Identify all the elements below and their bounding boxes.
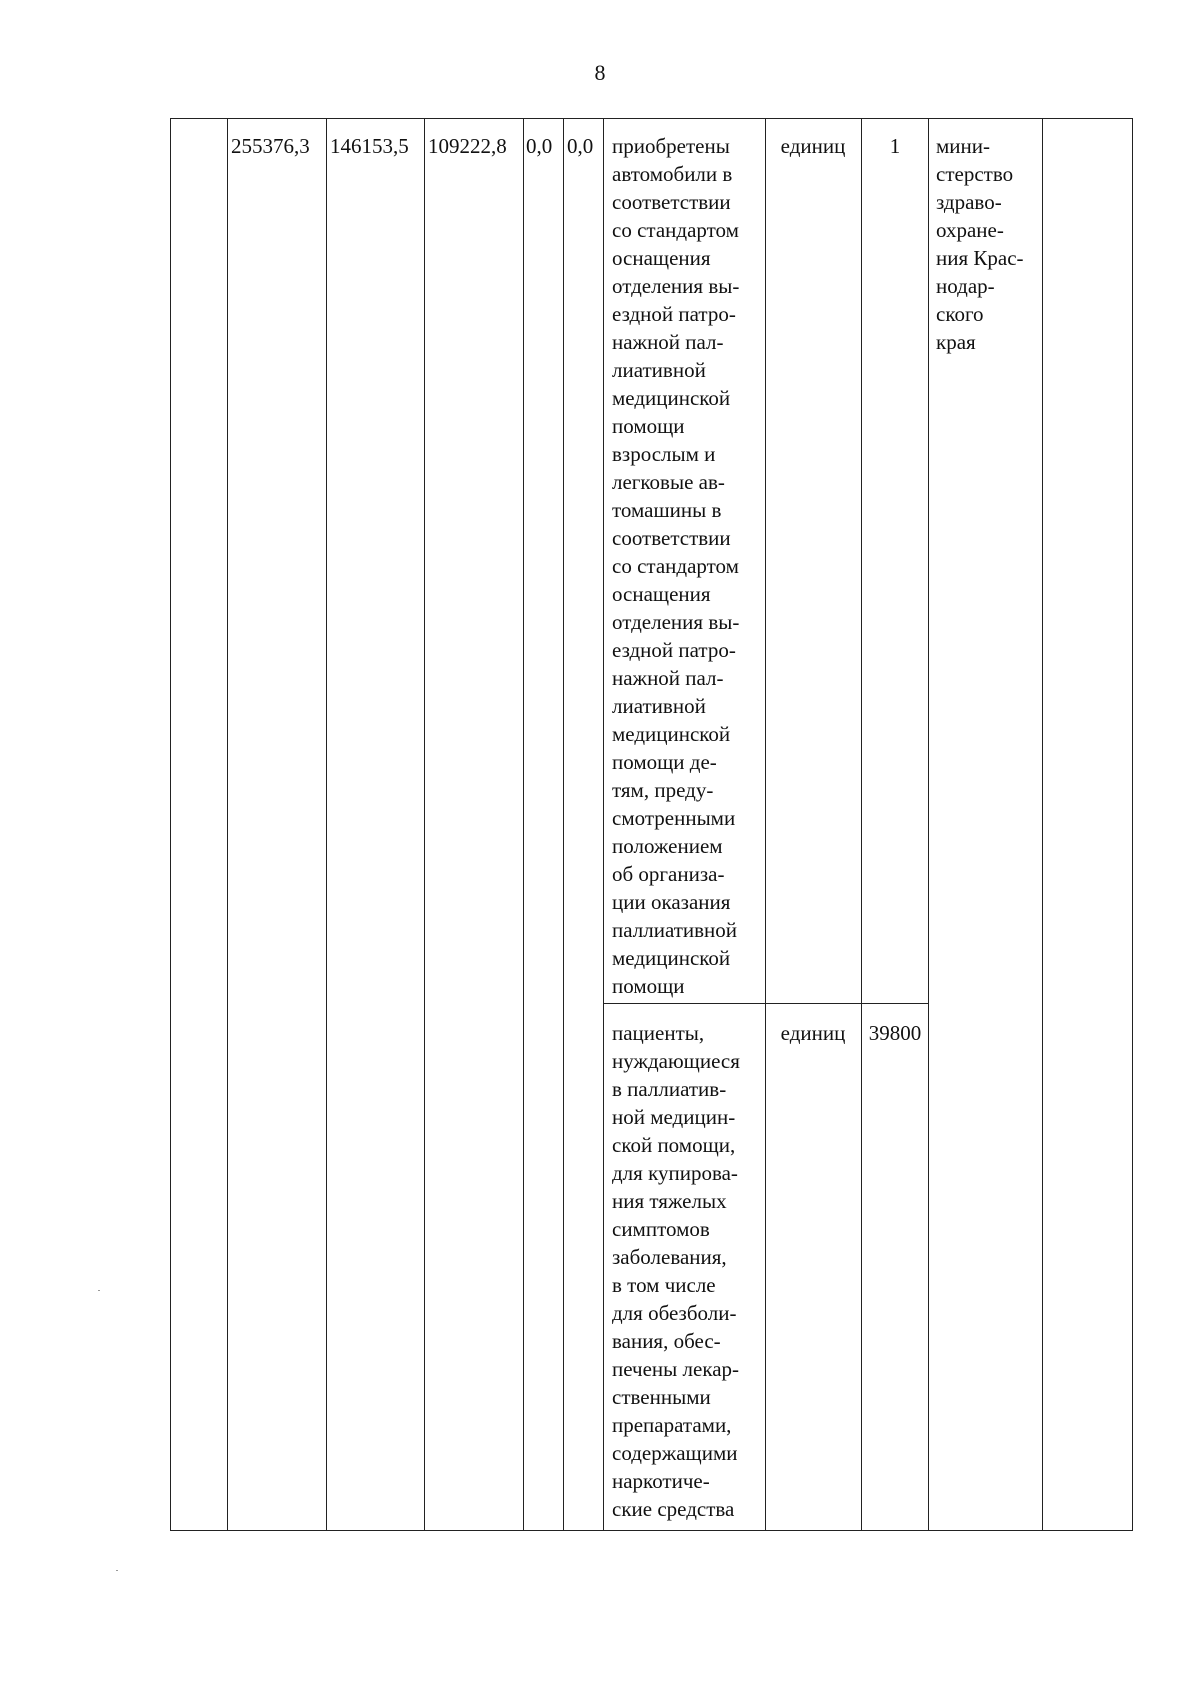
value-other: 0,0 bbox=[567, 134, 594, 158]
column-divider bbox=[928, 118, 929, 1531]
column-divider bbox=[424, 118, 425, 1531]
row-divider bbox=[603, 1003, 928, 1004]
indicator-2-text: пациенты, нуждающиеся в паллиатив- ной медицин- ской помощи, для купирова- ния тяжелых симптомов заболевания, в том числе для обезболи- вания, обес- печены лекар- ственными препаратами, содержащими наркотиче- ские средства bbox=[612, 1021, 740, 1521]
value-regional: 109222,8 bbox=[428, 134, 507, 158]
indicator-1-value: 1 bbox=[889, 134, 901, 158]
indicator-2-value: 39800 bbox=[868, 1021, 922, 1045]
value-total: 255376,3 bbox=[231, 134, 310, 158]
value-local: 0,0 bbox=[526, 134, 553, 158]
indicator-2-unit: единиц bbox=[780, 1021, 846, 1045]
executor-text: мини- стерство здраво- охране- ния Крас- нодар- ского края bbox=[936, 134, 1024, 354]
column-divider bbox=[1042, 118, 1043, 1531]
indicator-1-text: приобретены автомобили в соответствии со стандартом оснащения отделения вы- ездной патро- нажной пал- лиативной медицинской помощи взрослым и легковые ав- томашины в соответствии со стандартом оснащения отделения вы- ездной патро- нажной пал- лиативной медицинской помощи де- тям, преду- смотренными положением об организа- ции оказания паллиативной медицинской помощи bbox=[612, 134, 740, 998]
column-divider bbox=[563, 118, 564, 1531]
value-federal: 146153,5 bbox=[330, 134, 409, 158]
column-divider bbox=[861, 118, 862, 1531]
scan-speck bbox=[98, 1290, 100, 1291]
indicator-1-unit: единиц bbox=[780, 134, 846, 158]
scan-speck bbox=[116, 1570, 118, 1571]
page-number: 8 bbox=[594, 60, 606, 85]
column-divider bbox=[326, 118, 327, 1531]
column-divider bbox=[765, 118, 766, 1531]
column-divider bbox=[603, 118, 604, 1531]
column-divider bbox=[227, 118, 228, 1531]
column-divider bbox=[523, 118, 524, 1531]
